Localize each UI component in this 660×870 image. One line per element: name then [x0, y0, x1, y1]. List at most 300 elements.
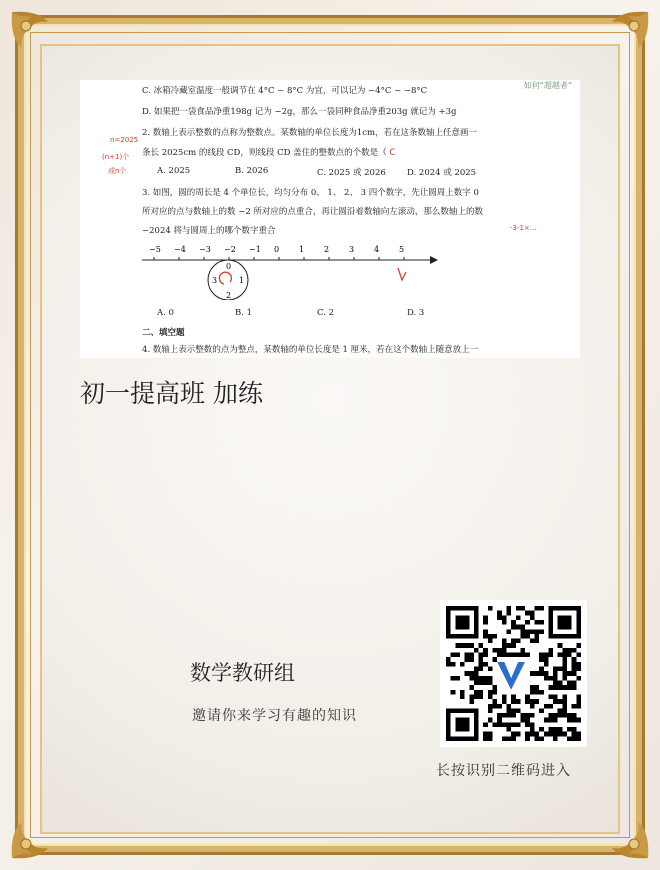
- qr-module: [520, 634, 525, 639]
- qr-module: [534, 685, 539, 690]
- qr-module: [572, 671, 577, 676]
- qr-module: [572, 685, 577, 690]
- qr-module: [562, 732, 567, 737]
- qr-module: [572, 727, 577, 732]
- qr-module: [534, 732, 539, 737]
- qr-module: [451, 690, 456, 695]
- qr-module: [553, 676, 558, 681]
- qr-module: [539, 653, 544, 658]
- qr-module: [525, 699, 530, 704]
- qr-module: [562, 704, 567, 709]
- qr-module: [572, 718, 577, 723]
- qr-module: [548, 718, 553, 723]
- qr-module: [493, 648, 498, 653]
- qr-module: [511, 732, 516, 737]
- qr-module: [446, 657, 451, 662]
- qr-module: [544, 676, 549, 681]
- qr-module: [465, 657, 470, 662]
- qr-module: [488, 606, 493, 611]
- qr-module: [502, 713, 507, 718]
- handwritten-note: -3-1×…: [510, 224, 537, 232]
- qr-module: [567, 648, 572, 653]
- qr-module: [469, 653, 474, 658]
- axis-tick-label: −1: [249, 245, 261, 254]
- qr-module: [469, 694, 474, 699]
- qr-module: [553, 680, 558, 685]
- handwritten-note: (n+1)个: [102, 153, 130, 161]
- qr-module: [465, 643, 470, 648]
- qr-module: [572, 713, 577, 718]
- qr-module: [502, 648, 507, 653]
- qr-module: [488, 694, 493, 699]
- qr-module: [562, 699, 567, 704]
- qr-module: [511, 722, 516, 727]
- poster-title: 初一提高班 加练: [80, 379, 263, 408]
- qr-module: [558, 653, 563, 658]
- qr-module: [544, 671, 549, 676]
- qr-module: [502, 736, 507, 741]
- qr-module: [493, 722, 498, 727]
- qr-module: [553, 694, 558, 699]
- qr-module: [576, 676, 581, 681]
- qr-module: [497, 615, 502, 620]
- qr-module: [548, 727, 553, 732]
- qr-module: [483, 722, 488, 727]
- qr-module: [474, 648, 479, 653]
- qr-module: [474, 667, 479, 672]
- qr-module: [544, 662, 549, 667]
- qr-module: [548, 653, 553, 658]
- qr-module: [534, 699, 539, 704]
- axis-tick-label: −4: [174, 245, 186, 254]
- qr-module: [558, 699, 563, 704]
- qr-module: [488, 704, 493, 709]
- qr-module: [507, 606, 512, 611]
- axis-tick-label: 0: [274, 245, 280, 254]
- frame-corner-ornament-icon: [582, 8, 652, 78]
- axis-tick-label: −5: [149, 245, 161, 254]
- qr-module: [479, 694, 484, 699]
- qr-module: [562, 667, 567, 672]
- qr-module: [497, 713, 502, 718]
- question-2-option-a: A. 2025: [157, 166, 191, 176]
- qr-finder-pattern: [558, 615, 572, 629]
- qr-module: [488, 708, 493, 713]
- qr-module: [483, 736, 488, 741]
- qr-module: [534, 736, 539, 741]
- qr-module: [562, 662, 567, 667]
- qr-module: [525, 611, 530, 616]
- qr-module: [548, 732, 553, 737]
- qr-module: [567, 727, 572, 732]
- qr-module: [572, 704, 577, 709]
- qr-module: [516, 639, 521, 644]
- qr-module: [474, 680, 479, 685]
- qr-module: [534, 690, 539, 695]
- qr-module: [567, 671, 572, 676]
- qr-module: [507, 629, 512, 634]
- qr-module: [530, 690, 535, 695]
- qr-module: [520, 713, 525, 718]
- qr-module: [483, 662, 488, 667]
- qr-center-logo-icon: [497, 662, 525, 690]
- qr-module: [567, 653, 572, 658]
- qr-module: [558, 732, 563, 737]
- qr-module: [516, 708, 521, 713]
- qr-module: [488, 680, 493, 685]
- qr-module: [460, 643, 465, 648]
- qr-module: [455, 676, 460, 681]
- qr-module: [576, 667, 581, 672]
- qr-module: [530, 704, 535, 709]
- circle-digit-0: 0: [226, 262, 232, 271]
- qr-finder-pattern: [455, 615, 469, 629]
- axis-tick-label: 3: [349, 245, 355, 254]
- qr-module: [516, 722, 521, 727]
- qr-module: [479, 676, 484, 681]
- qr-code[interactable]: [440, 600, 587, 747]
- qr-module: [553, 667, 558, 672]
- qr-module: [576, 653, 581, 658]
- qr-module: [502, 620, 507, 625]
- qr-module: [544, 718, 549, 723]
- qr-module: [469, 676, 474, 681]
- frame-corner-ornament-icon: [8, 792, 78, 862]
- qr-module: [516, 699, 521, 704]
- qr-finder-pattern: [455, 718, 469, 732]
- qr-module: [455, 653, 460, 658]
- qr-module: [469, 699, 474, 704]
- qr-module: [483, 615, 488, 620]
- qr-module: [530, 611, 535, 616]
- qr-module: [520, 653, 525, 658]
- qr-module: [539, 671, 544, 676]
- qr-module: [493, 634, 498, 639]
- axis-tick-label: 2: [324, 245, 330, 254]
- qr-module: [572, 648, 577, 653]
- qr-module: [576, 662, 581, 667]
- number-line-arrow-icon: [430, 256, 438, 264]
- qr-module: [507, 653, 512, 658]
- qr-module: [511, 625, 516, 630]
- qr-module: [497, 653, 502, 658]
- qr-module: [460, 690, 465, 695]
- qr-module: [469, 671, 474, 676]
- qr-module: [572, 680, 577, 685]
- rotation-arrow-icon: [219, 272, 231, 284]
- qr-module: [558, 685, 563, 690]
- qr-module: [534, 639, 539, 644]
- qr-module: [497, 722, 502, 727]
- qr-module: [525, 718, 530, 723]
- qr-module: [539, 657, 544, 662]
- qr-module: [493, 685, 498, 690]
- qr-module: [534, 620, 539, 625]
- qr-module: [493, 690, 498, 695]
- qr-module: [511, 639, 516, 644]
- qr-module: [451, 653, 456, 658]
- section-heading-fill-in: 二、填空题: [142, 328, 185, 338]
- qr-module: [488, 718, 493, 723]
- qr-module: [534, 634, 539, 639]
- qr-module: [562, 676, 567, 681]
- question-2-option-b: B. 2026: [235, 166, 269, 176]
- qr-module: [474, 676, 479, 681]
- qr-module: [576, 718, 581, 723]
- qr-module: [562, 657, 567, 662]
- qr-module: [488, 690, 493, 695]
- axis-tick-label: 1: [299, 245, 305, 254]
- qr-module: [507, 708, 512, 713]
- qr-module: [479, 657, 484, 662]
- qr-module: [516, 653, 521, 658]
- qr-module: [479, 667, 484, 672]
- qr-module: [488, 639, 493, 644]
- qr-module: [530, 722, 535, 727]
- qr-module: [567, 718, 572, 723]
- qr-module: [525, 634, 530, 639]
- qr-module: [502, 653, 507, 658]
- qr-module: [451, 662, 456, 667]
- axis-tick-label: −3: [199, 245, 211, 254]
- qr-module: [483, 634, 488, 639]
- qr-module: [525, 694, 530, 699]
- qr-module: [507, 727, 512, 732]
- qr-module: [534, 629, 539, 634]
- axis-tick-label: −2: [224, 245, 236, 254]
- qr-module: [474, 694, 479, 699]
- qr-module: [507, 611, 512, 616]
- qr-module: [576, 736, 581, 741]
- qr-module: [502, 694, 507, 699]
- qr-module: [525, 713, 530, 718]
- qr-module: [558, 708, 563, 713]
- qr-module: [511, 643, 516, 648]
- qr-module: [465, 653, 470, 658]
- qr-caption: 长按识别二维码进入: [436, 763, 571, 779]
- qr-module: [530, 685, 535, 690]
- qr-module: [502, 639, 507, 644]
- qr-module: [511, 699, 516, 704]
- qr-module: [539, 606, 544, 611]
- qr-module: [562, 671, 567, 676]
- qr-module: [520, 606, 525, 611]
- check-mark-icon: [398, 268, 406, 280]
- qr-module: [516, 615, 521, 620]
- qr-module: [446, 662, 451, 667]
- question-3-option-d: D. 3: [407, 308, 425, 318]
- qr-module: [483, 732, 488, 737]
- question-3-option-b: B. 1: [235, 308, 253, 318]
- qr-module: [562, 648, 567, 653]
- qr-module: [502, 643, 507, 648]
- qr-module: [539, 708, 544, 713]
- qr-module: [548, 704, 553, 709]
- qr-module: [488, 634, 493, 639]
- qr-module: [539, 629, 544, 634]
- qr-module: [488, 736, 493, 741]
- qr-module: [544, 704, 549, 709]
- qr-module: [534, 606, 539, 611]
- qr-module: [511, 694, 516, 699]
- question-3-line-1: 3. 如图，圆的周长是 4 个单位长，均匀分布 0、 1、 2、 3 四个数字，先让圆周上数字 0: [142, 188, 479, 198]
- qr-module: [530, 732, 535, 737]
- qr-module: [548, 694, 553, 699]
- qr-module: [544, 657, 549, 662]
- qr-module: [469, 657, 474, 662]
- frame-corner-ornament-icon: [582, 792, 652, 862]
- handwritten-note: 或n个: [108, 167, 127, 175]
- qr-module: [567, 680, 572, 685]
- qr-module: [483, 653, 488, 658]
- qr-module: [479, 662, 484, 667]
- qr-module: [553, 727, 558, 732]
- qr-module: [553, 671, 558, 676]
- qr-module: [483, 680, 488, 685]
- qr-module: [507, 643, 512, 648]
- qr-module: [520, 648, 525, 653]
- qr-module: [511, 736, 516, 741]
- qr-module: [488, 667, 493, 672]
- qr-module: [511, 708, 516, 713]
- qr-module: [493, 657, 498, 662]
- qr-module: [553, 718, 558, 723]
- group-name: 数学教研组: [190, 661, 295, 685]
- qr-module: [479, 680, 484, 685]
- qr-module: [460, 662, 465, 667]
- qr-module: [553, 732, 558, 737]
- qr-module: [502, 615, 507, 620]
- qr-module: [483, 648, 488, 653]
- qr-code-pattern-icon: [446, 606, 581, 741]
- qr-module: [483, 676, 488, 681]
- qr-module: [530, 639, 535, 644]
- qr-module: [520, 629, 525, 634]
- axis-tick-label: 5: [399, 245, 405, 254]
- question-2-option-d: D. 2024 或 2025: [407, 168, 477, 178]
- qr-module: [567, 713, 572, 718]
- qr-module: [469, 685, 474, 690]
- qr-module: [539, 667, 544, 672]
- qr-module: [525, 722, 530, 727]
- qr-module: [576, 643, 581, 648]
- circle-digit-3: 3: [212, 276, 218, 285]
- qr-module: [516, 606, 521, 611]
- number-line-figure: [140, 240, 440, 300]
- qr-module: [558, 727, 563, 732]
- qr-module: [562, 694, 567, 699]
- qr-module: [539, 690, 544, 695]
- qr-module: [576, 694, 581, 699]
- qr-module: [576, 732, 581, 737]
- qr-module: [502, 699, 507, 704]
- corner-stamp: 如何“超越者”: [523, 81, 572, 90]
- question-2-line-1: 2. 数轴上表示整数的点称为整数点。某数轴的单位长度为1cm，若在这条数轴上任意画一: [142, 128, 478, 138]
- qr-module: [553, 699, 558, 704]
- qr-module: [497, 704, 502, 709]
- qr-module: [502, 722, 507, 727]
- qr-module: [553, 713, 558, 718]
- qr-module: [520, 718, 525, 723]
- qr-module: [525, 653, 530, 658]
- qr-module: [558, 680, 563, 685]
- qr-module: [479, 653, 484, 658]
- qr-module: [483, 629, 488, 634]
- invite-text: 邀请你来学习有趣的知识: [192, 708, 357, 724]
- qr-module: [451, 676, 456, 681]
- qr-module: [525, 736, 530, 741]
- handwritten-note: n=2025: [110, 136, 139, 144]
- qr-module: [562, 713, 567, 718]
- qr-module: [544, 653, 549, 658]
- frame-corner-ornament-icon: [8, 8, 78, 78]
- item-c-line: C. 冰箱冷藏室温度一般调节在 4°C ~ 8°C 为宜，可以记为 −4°C ~ −8°C: [142, 86, 428, 96]
- qr-module: [507, 722, 512, 727]
- qr-module: [483, 620, 488, 625]
- qr-module: [493, 699, 498, 704]
- qr-module: [572, 732, 577, 737]
- qr-module: [497, 718, 502, 723]
- qr-module: [572, 662, 577, 667]
- qr-module: [474, 690, 479, 695]
- question-3-option-a: A. 0: [157, 308, 174, 318]
- qr-module: [558, 713, 563, 718]
- qr-module: [460, 694, 465, 699]
- question-2-stem: 条长 2025cm 的线段 CD，则线段 CD 盖住的整数点的个数是（: [142, 148, 387, 158]
- qr-module: [479, 690, 484, 695]
- qr-module: [497, 611, 502, 616]
- qr-module: [520, 625, 525, 630]
- qr-module: [567, 685, 572, 690]
- question-4-line-1: 4. 数轴上表示整数的点为整点，某数轴的单位长度是 1 厘米，若在这个数轴上随意放上一: [142, 345, 479, 355]
- qr-module: [572, 657, 577, 662]
- qr-module: [511, 713, 516, 718]
- circle-digit-2: 2: [226, 291, 232, 300]
- qr-module: [497, 648, 502, 653]
- circle-digit-1: 1: [239, 276, 245, 285]
- qr-module: [562, 685, 567, 690]
- qr-module: [548, 713, 553, 718]
- qr-module: [511, 653, 516, 658]
- qr-module: [548, 676, 553, 681]
- qr-module: [548, 648, 553, 653]
- question-3-option-c: C. 2: [317, 308, 335, 318]
- qr-module: [548, 685, 553, 690]
- qr-module: [530, 727, 535, 732]
- question-2-option-c: C. 2025 或 2026: [317, 168, 386, 178]
- qr-module: [530, 713, 535, 718]
- qr-module: [544, 732, 549, 737]
- qr-module: [530, 671, 535, 676]
- question-2-answer-mark: C: [389, 148, 396, 158]
- qr-module: [525, 629, 530, 634]
- question-2-line-2: [142, 146, 395, 158]
- qr-module: [474, 671, 479, 676]
- qr-module: [558, 667, 563, 672]
- qr-module: [530, 629, 535, 634]
- qr-module: [530, 615, 535, 620]
- qr-module: [553, 685, 558, 690]
- qr-module: [511, 620, 516, 625]
- qr-module: [530, 699, 535, 704]
- qr-module: [516, 625, 521, 630]
- qr-module: [455, 643, 460, 648]
- qr-module: [553, 736, 558, 741]
- question-3-line-3: −2024 将与圆周上的哪个数字重合: [142, 226, 276, 236]
- qr-module: [534, 671, 539, 676]
- qr-module: [562, 708, 567, 713]
- qr-module: [539, 727, 544, 732]
